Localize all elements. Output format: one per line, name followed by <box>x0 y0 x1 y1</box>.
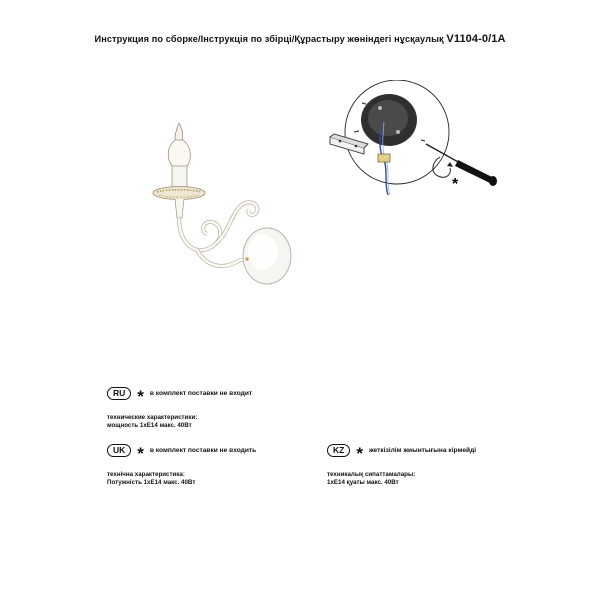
spec-title: технические характеристики: <box>107 414 198 421</box>
model-number: V1104-0/1A <box>446 33 506 45</box>
not-included-note: в комплект поставки не входить <box>149 446 257 454</box>
candle-bulb <box>168 140 190 168</box>
spec-title: технічна характеристика: <box>107 471 185 478</box>
instruction-title: Инструкция по сборке/Інструкція по збірці/Құрастыру жөніндегі нұсқаулық <box>94 34 444 44</box>
lang-block-uk <box>107 444 327 486</box>
spec-value: Потужність 1хЕ14 макс. 40Вт <box>107 478 196 486</box>
language-badge-uk: UK <box>107 444 131 457</box>
drip-tray <box>153 187 205 200</box>
spec-value: 1хЕ14 қуаты макс. 40Вт <box>327 478 399 486</box>
mounting-diagram <box>322 80 502 195</box>
language-badge-kz: KZ <box>327 444 350 457</box>
not-included-star: * <box>452 176 459 193</box>
wall-lamp-illustration <box>135 118 310 288</box>
star-symbol: * <box>137 443 144 463</box>
not-included-note: в комплект поставки не входит <box>149 389 253 397</box>
star-symbol: * <box>137 386 144 406</box>
lang-block-kz <box>327 444 527 486</box>
spec-title: техникалық сипаттамалары: <box>327 471 416 478</box>
star-symbol: * <box>356 443 363 463</box>
terminal-block <box>378 154 390 162</box>
spec-value: мощность 1хЕ14 макс. 40Вт <box>107 421 192 429</box>
document-title <box>0 33 600 45</box>
plate-screw <box>245 257 248 260</box>
not-included-note: жеткізілім жиынтығына кірмейді <box>368 446 477 454</box>
language-badge-ru: RU <box>107 387 131 400</box>
lang-block-ru <box>107 387 327 429</box>
